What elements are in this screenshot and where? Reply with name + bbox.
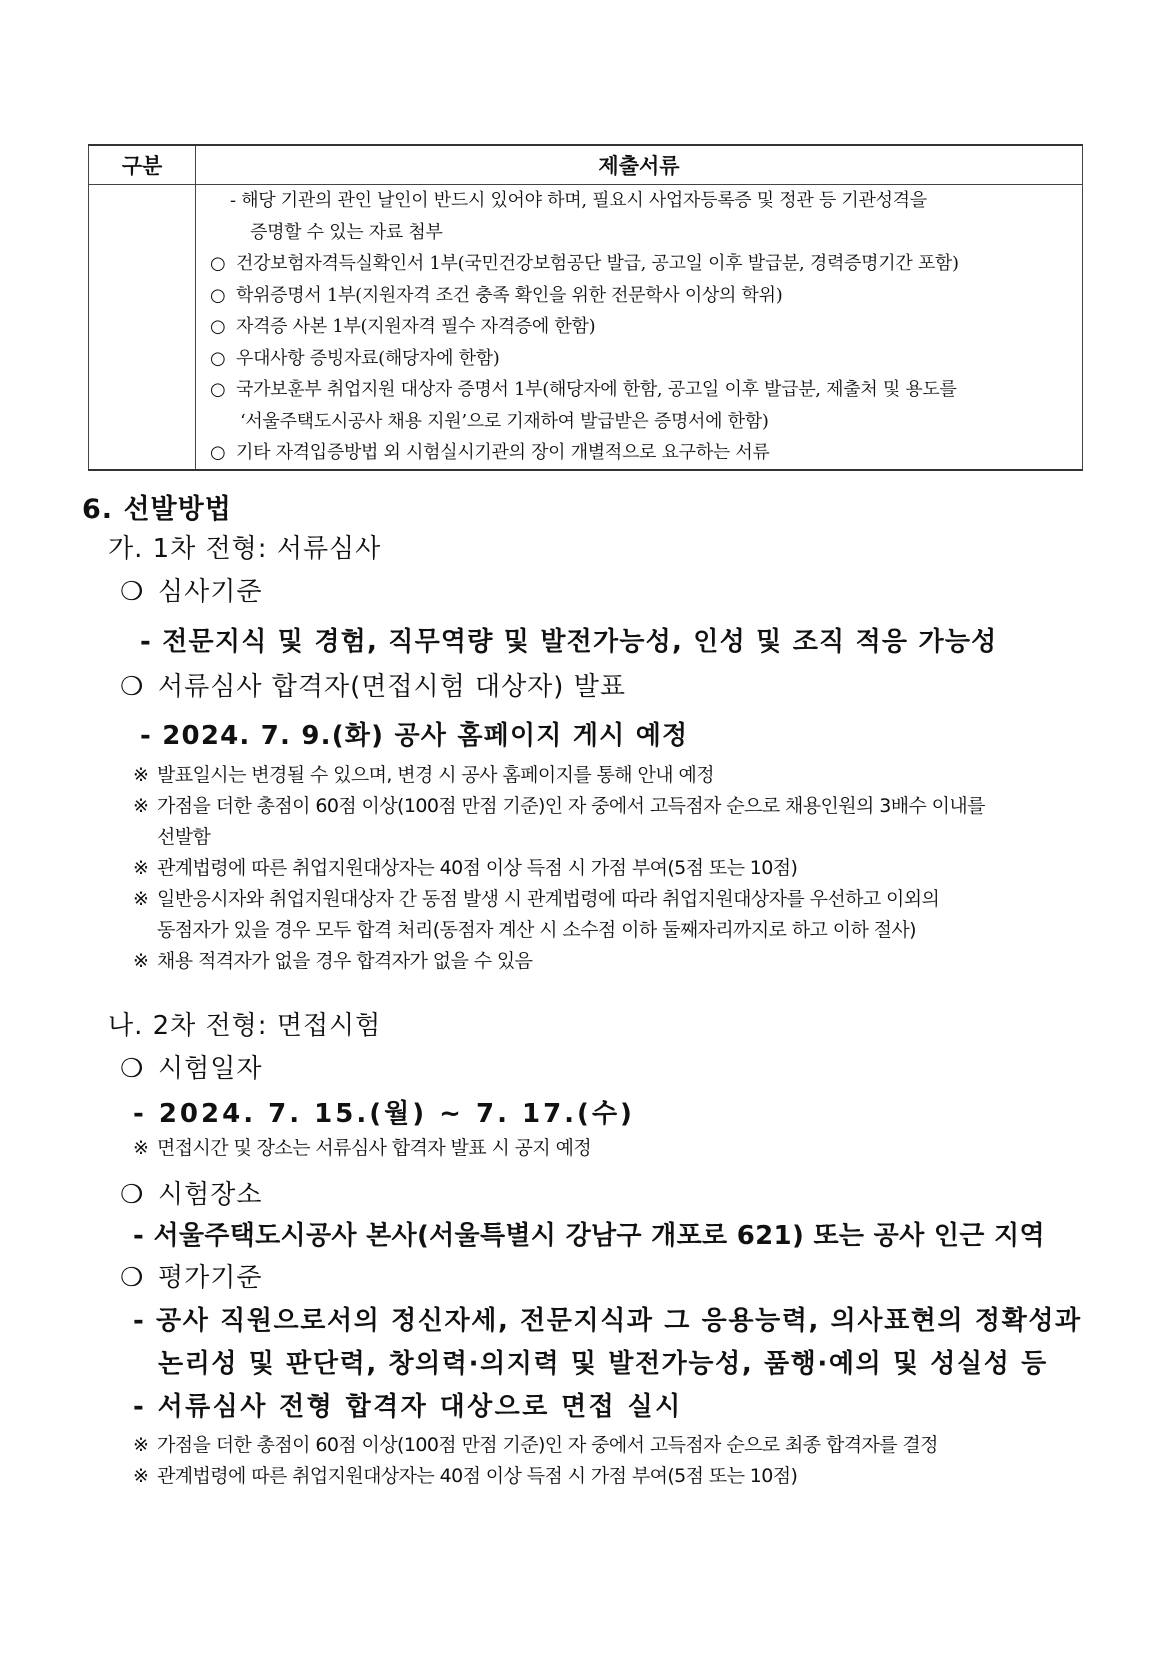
note-continuation: 동점자가 있을 경우 모두 합격 처리(동점자 계산 시 소수점 이하 둘째자리까지로 하고 이하 절사) xyxy=(157,919,916,941)
circle-bullet-icon: ❍ xyxy=(120,672,145,702)
reference-mark-icon: ※ xyxy=(133,1137,149,1159)
circle-bullet-icon: ❍ xyxy=(120,1180,145,1210)
document-item-text: 국가보훈부 취업지원 대상자 증명서 1부(해당자에 한함, 공고일 이후 발급분, 제출처 및 용도를 xyxy=(236,379,957,400)
document-item xyxy=(210,374,1074,406)
note xyxy=(133,853,797,880)
note-text: 면접시간 및 장소는 서류심사 합격자 발표 시 공지 예정 xyxy=(157,1137,592,1159)
circle-bullet-icon: ❍ xyxy=(120,1263,145,1293)
document-line-continuation: ‘서울주택도시공사 채용 지원’으로 기재하여 발급받은 증명서에 한함) xyxy=(240,410,769,432)
note xyxy=(133,760,714,787)
column-header-category: 구분 xyxy=(89,145,196,185)
stage2-eval-criteria-continuation: 논리성 및 판단력, 창의력·의지력 및 발전가능성, 품행·예의 및 성실성 등 xyxy=(158,1349,1048,1379)
stage2-eval-heading xyxy=(120,1257,262,1294)
heading-label: 평가기준 xyxy=(158,1263,263,1293)
reference-mark-icon: ※ xyxy=(133,857,149,879)
stage1-criteria-heading xyxy=(120,571,262,608)
note xyxy=(133,1430,938,1457)
note xyxy=(133,1133,591,1160)
document-item xyxy=(210,437,1074,469)
note-text: 관계법령에 따른 취업지원대상자는 40점 이상 득점 시 가점 부여(5점 또는 10점) xyxy=(157,1465,798,1487)
stage2-title: 나. 2차 전형: 면접시험 xyxy=(108,1011,382,1041)
reference-mark-icon: ※ xyxy=(133,764,149,786)
column-header-documents: 제출서류 xyxy=(196,145,1083,185)
reference-mark-icon: ※ xyxy=(133,888,149,910)
note-text: 발표일시는 변경될 수 있으며, 변경 시 공사 홈페이지를 통해 안내 예정 xyxy=(157,764,714,786)
note xyxy=(133,884,939,911)
heading-label: 심사기준 xyxy=(158,577,263,607)
circle-bullet-icon: ○ xyxy=(210,253,226,274)
reference-mark-icon: ※ xyxy=(133,1465,149,1487)
note-continuation: 선발함 xyxy=(157,826,211,848)
documents-cell xyxy=(196,185,1083,470)
heading-label: 시험일자 xyxy=(158,1054,263,1084)
stage1-announce-heading xyxy=(120,666,626,703)
note-text: 관계법령에 따른 취업지원대상자는 40점 이상 득점 시 가점 부여(5점 또는 10점) xyxy=(157,857,798,879)
table-header-row xyxy=(89,145,1083,185)
reference-mark-icon: ※ xyxy=(133,1434,149,1456)
heading-label: 시험장소 xyxy=(158,1180,263,1210)
document-item xyxy=(210,248,1074,280)
document-item-text: 건강보험자격득실확인서 1부(국민건강보험공단 발급, 공고일 이후 발급분, 경력증명기간 포함) xyxy=(236,253,959,274)
category-cell xyxy=(89,185,196,470)
stage2-interview-target: - 서류심사 전형 합격자 대상으로 면접 실시 xyxy=(133,1392,683,1422)
document-line-continuation: 증명할 수 있는 자료 첨부 xyxy=(250,221,443,243)
section-title: 6. 선발방법 xyxy=(82,494,232,525)
note-text: 일반응시자와 취업지원대상자 간 동점 발생 시 관계법령에 따라 취업지원대상자를 우선하고 이외의 xyxy=(157,888,940,910)
document-item-text: 우대사항 증빙자료(해당자에 한함) xyxy=(236,347,500,369)
reference-mark-icon: ※ xyxy=(133,795,149,817)
stage2-place-heading xyxy=(120,1174,262,1211)
document-item xyxy=(210,311,1074,343)
document-item-text: 기타 자격입증방법 외 시험실시기관의 장이 개별적으로 요구하는 서류 xyxy=(236,442,770,463)
circle-bullet-icon: ○ xyxy=(210,316,226,337)
document-item-text: 자격증 사본 1부(지원자격 필수 자격증에 한함) xyxy=(236,316,596,337)
stage2-exam-dates: - 2024. 7. 15.(월) ~ 7. 17.(수) xyxy=(133,1099,635,1129)
circle-bullet-icon: ○ xyxy=(210,442,226,463)
note-text: 가점을 더한 총점이 60점 이상(100점 만점 기준)인 자 중에서 고득점자 순으로 최종 합격자를 결정 xyxy=(157,1434,938,1456)
reference-mark-icon: ※ xyxy=(133,950,149,972)
document-line: - 해당 기관의 관인 날인이 반드시 있어야 하며, 필요시 사업자등록증 및 정관 등 기관성격을 xyxy=(230,190,927,211)
submission-documents-table xyxy=(88,144,1083,471)
note xyxy=(133,791,985,818)
stage1-announce-date: - 2024. 7. 9.(화) 공사 홈페이지 게시 예정 xyxy=(140,721,689,751)
stage2-exam-place: - 서울주택도시공사 본사(서울특별시 강남구 개포로 621) 또는 공사 인근 지역 xyxy=(133,1221,1045,1251)
note-text: 가점을 더한 총점이 60점 이상(100점 만점 기준)인 자 중에서 고득점자 순으로 채용인원의 3배수 이내를 xyxy=(157,795,985,817)
heading-label: 서류심사 합격자(면접시험 대상자) 발표 xyxy=(158,672,626,702)
document-item xyxy=(210,280,1074,312)
stage1-title: 가. 1차 전형: 서류심사 xyxy=(108,534,382,564)
circle-bullet-icon: ❍ xyxy=(120,577,145,607)
note xyxy=(133,1461,797,1488)
note xyxy=(133,946,532,973)
circle-bullet-icon: ○ xyxy=(210,379,226,400)
stage2-eval-criteria: - 공사 직원으로서의 정신자세, 전문지식과 그 응용능력, 의사표현의 정확성과 xyxy=(133,1306,1082,1336)
stage1-criteria-text: - 전문지식 및 경험, 직무역량 및 발전가능성, 인성 및 조직 적응 가능성 xyxy=(140,627,998,657)
circle-bullet-icon: ❍ xyxy=(120,1054,145,1084)
circle-bullet-icon: ○ xyxy=(210,347,226,369)
document-item xyxy=(210,343,1074,375)
circle-bullet-icon: ○ xyxy=(210,284,226,306)
document-item-text: 학위증명서 1부(지원자격 조건 충족 확인을 위한 전문학사 이상의 학위) xyxy=(236,284,783,306)
stage2-date-heading xyxy=(120,1048,262,1085)
note-text: 채용 적격자가 없을 경우 합격자가 없을 수 있음 xyxy=(157,950,533,972)
table-row xyxy=(89,185,1083,470)
